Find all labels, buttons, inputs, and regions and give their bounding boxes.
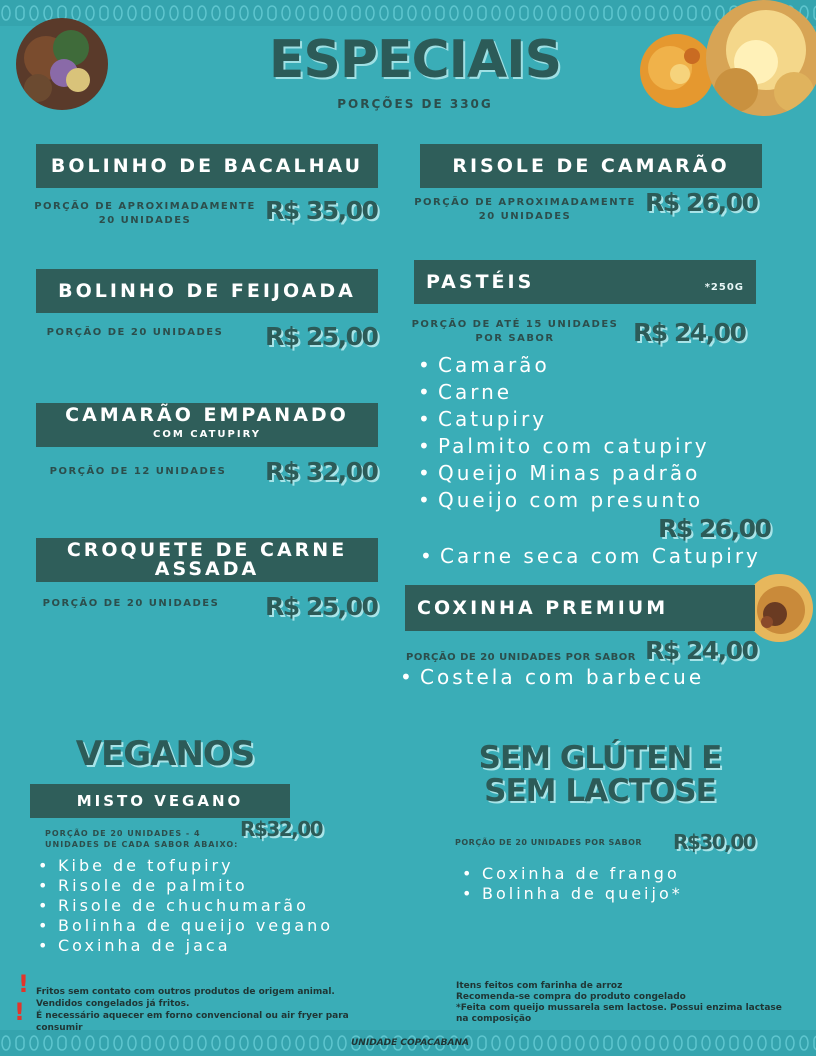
band-pattern-shape — [2, 1036, 10, 1050]
band-pattern-shape — [156, 6, 164, 20]
item-name: BOLINHO DE FEIJOADA — [58, 280, 356, 302]
pasteis-flavor-list — [416, 352, 710, 514]
item-price: R$ 26,00 — [645, 188, 758, 217]
food-photo-coxinha — [745, 574, 813, 642]
band-pattern-shape — [142, 1036, 150, 1050]
item-price: R$ 32,00 — [265, 457, 378, 486]
band-pattern-shape — [506, 1036, 514, 1050]
band-pattern-shape — [100, 1036, 108, 1050]
band-pattern-shape — [226, 1036, 234, 1050]
list-item: • Carne — [416, 379, 710, 406]
exclamation-icon: ! — [18, 970, 29, 998]
item-portion: PORÇÃO DE 12 UNIDADES — [49, 466, 227, 477]
band-pattern-shape — [646, 6, 654, 20]
band-pattern-shape — [72, 6, 80, 20]
item-portion: PORÇÃO DE ATÉ 15 UNIDADES POR SABOR — [411, 319, 619, 344]
band-pattern-shape — [716, 1036, 724, 1050]
band-pattern-shape — [58, 1036, 66, 1050]
band-pattern-shape — [576, 1036, 584, 1050]
band-pattern-shape — [394, 6, 402, 20]
item-box-misto-vegano — [30, 784, 290, 818]
band-pattern-shape — [240, 1036, 248, 1050]
band-pattern-shape — [506, 6, 514, 20]
band-pattern-shape — [198, 1036, 206, 1050]
band-pattern-shape — [758, 1036, 766, 1050]
item-name: BOLINHO DE BACALHAU — [50, 155, 364, 177]
band-pattern-shape — [170, 6, 178, 20]
note-line: É necessário aquecer em forno convencional ou air fryer para consumir — [36, 1011, 349, 1033]
band-pattern-shape — [86, 1036, 94, 1050]
list-item: • Carne seca com Catupiry — [418, 543, 761, 570]
item-weight: *250G — [704, 282, 744, 293]
band-pattern-shape — [800, 1036, 808, 1050]
band-pattern-shape — [688, 1036, 696, 1050]
band-pattern-shape — [562, 6, 570, 20]
band-pattern-shape — [730, 1036, 738, 1050]
band-pattern-shape — [366, 6, 374, 20]
band-pattern-shape — [324, 6, 332, 20]
band-pattern-shape — [268, 6, 276, 20]
band-pattern-shape — [86, 6, 94, 20]
section-title-veganos: VEGANOS — [75, 734, 255, 774]
band-pattern-shape — [772, 1036, 780, 1050]
band-pattern-shape — [408, 6, 416, 20]
note-line: *Feita com queijo mussarela sem lactose. Possui enzima lactase na composição — [456, 1003, 782, 1024]
band-pattern-shape — [296, 1036, 304, 1050]
list-item: • Risole de chuchumarão — [36, 896, 333, 916]
item-name: MISTO VEGANO — [76, 792, 244, 810]
item-box-coxinha-premium — [405, 585, 755, 631]
item-portion: PORÇÃO DE 20 UNIDADES - 4 UNIDADES DE CADA SABOR ABAIXO: — [45, 829, 239, 849]
item-box-risole-camarao — [420, 144, 762, 188]
item-portion: PORÇÃO DE 20 UNIDADES POR SABOR — [406, 652, 636, 663]
item-box-bolinho-bacalhau — [36, 144, 378, 188]
band-pattern-shape — [702, 6, 710, 20]
top-pattern-band — [0, 0, 816, 26]
note-line: Vendidos congelados já fritos. — [36, 999, 190, 1009]
band-pattern-shape — [450, 6, 458, 20]
food-photo-top-left — [16, 18, 108, 110]
band-pattern-shape — [618, 1036, 626, 1050]
band-pattern-shape — [128, 1036, 136, 1050]
list-item: • Coxinha de jaca — [36, 936, 333, 956]
band-pattern-shape — [184, 1036, 192, 1050]
item-name: CROQUETE DE CARNE ASSADA — [66, 539, 348, 580]
note-line: Itens feitos com farinha de arroz — [456, 981, 623, 991]
band-pattern-shape — [548, 1036, 556, 1050]
band-pattern-shape — [142, 6, 150, 20]
item-price: R$ 35,00 — [265, 196, 378, 225]
band-pattern-shape — [478, 6, 486, 20]
list-item: • Catupiry — [416, 406, 710, 433]
item-subname: COM CATUPIRY — [153, 429, 261, 440]
list-item: • Queijo Minas padrão — [416, 460, 710, 487]
band-pattern-shape — [744, 1036, 752, 1050]
food-photo-top-right-large — [706, 0, 816, 116]
band-pattern-shape — [16, 6, 24, 20]
item-price: R$ 25,00 — [265, 322, 378, 351]
band-pattern-shape — [226, 6, 234, 20]
band-pattern-shape — [646, 1036, 654, 1050]
band-pattern-shape — [674, 6, 682, 20]
band-pattern-shape — [310, 6, 318, 20]
item-name: COXINHA PREMIUM — [417, 597, 669, 619]
band-pattern-shape — [380, 6, 388, 20]
band-pattern-shape — [590, 1036, 598, 1050]
band-pattern-shape — [492, 6, 500, 20]
list-item: • Kibe de tofupiry — [36, 856, 333, 876]
band-pattern-shape — [16, 1036, 24, 1050]
band-pattern-shape — [198, 6, 206, 20]
band-pattern-shape — [30, 1036, 38, 1050]
band-pattern-shape — [632, 6, 640, 20]
band-pattern-shape — [44, 1036, 52, 1050]
item-special-price: R$ 26,00 — [658, 514, 771, 543]
item-portion: PORÇÃO DE 20 UNIDADES POR SABOR — [455, 838, 643, 847]
band-pattern-shape — [268, 1036, 276, 1050]
band-pattern-shape — [72, 1036, 80, 1050]
item-price: R$ 24,00 — [633, 318, 746, 347]
band-pattern-shape — [520, 6, 528, 20]
band-pattern-shape — [534, 6, 542, 20]
item-box-camarao-empanado — [36, 403, 378, 447]
list-item: • Queijo com presunto — [416, 487, 710, 514]
band-pattern-shape — [30, 6, 38, 20]
list-item: • Costela com barbecue — [398, 664, 704, 691]
sem-gluten-flavor-list — [460, 864, 683, 904]
band-pattern-shape — [184, 6, 192, 20]
band-pattern-shape — [212, 1036, 220, 1050]
band-pattern-shape — [338, 6, 346, 20]
list-item: • Bolinha de queijo* — [460, 884, 683, 904]
band-pattern-shape — [282, 6, 290, 20]
list-item: • Camarão — [416, 352, 710, 379]
band-pattern-shape — [604, 6, 612, 20]
band-pattern-shape — [282, 1036, 290, 1050]
band-pattern-shape — [100, 6, 108, 20]
note-right — [456, 981, 786, 1025]
section-title-line: SEM LACTOSE — [484, 773, 716, 809]
note-line: Recomenda-se compra do produto congelado — [456, 992, 686, 1002]
band-pattern-shape — [240, 6, 248, 20]
exclamation-icon: ! — [14, 998, 25, 1026]
band-pattern-shape — [44, 6, 52, 20]
band-pattern-shape — [422, 6, 430, 20]
band-pattern-shape — [674, 1036, 682, 1050]
band-pattern-shape — [352, 6, 360, 20]
band-pattern-shape — [632, 1036, 640, 1050]
item-price: R$ 24,00 — [645, 636, 758, 665]
pasteis-special-flavor-list — [418, 543, 761, 570]
band-pattern-shape — [254, 1036, 262, 1050]
band-pattern-shape — [786, 1036, 794, 1050]
band-pattern-shape — [128, 6, 136, 20]
band-pattern-shape — [296, 6, 304, 20]
band-pattern-shape — [520, 1036, 528, 1050]
item-name: RISOLE DE CAMARÃO — [452, 155, 730, 177]
band-pattern-shape — [590, 6, 598, 20]
band-pattern-shape — [2, 6, 10, 20]
band-pattern-shape — [660, 1036, 668, 1050]
item-portion: PORÇÃO DE APROXIMADAMENTE 20 UNIDADES — [414, 197, 636, 222]
page-subtitle: PORÇÕES DE 330G — [337, 97, 493, 111]
item-price: R$32,00 — [240, 817, 323, 841]
band-pattern-shape — [604, 1036, 612, 1050]
item-price: R$30,00 — [673, 830, 756, 854]
band-pattern-shape — [534, 1036, 542, 1050]
veganos-flavor-list — [36, 856, 333, 956]
band-pattern-shape — [576, 6, 584, 20]
list-item: • Coxinha de frango — [460, 864, 683, 884]
item-portion: PORÇÃO DE APROXIMADAMENTE 20 UNIDADES — [34, 201, 256, 226]
list-item: • Palmito com catupiry — [416, 433, 710, 460]
band-pattern-shape — [660, 6, 668, 20]
page-title: ESPECIAIS — [268, 30, 562, 90]
note-line: Fritos sem contato com outros produtos de origem animal. — [36, 987, 335, 997]
band-pattern-shape — [254, 6, 262, 20]
food-photo-top-right-small — [640, 34, 714, 108]
section-title-line: SEM GLÚTEN E — [478, 740, 722, 776]
band-pattern-shape — [114, 6, 122, 20]
band-pattern-shape — [156, 1036, 164, 1050]
item-portion: PORÇÃO DE 20 UNIDADES — [46, 327, 224, 338]
band-pattern-shape — [562, 1036, 570, 1050]
list-item: • Bolinha de queijo vegano — [36, 916, 333, 936]
note-left — [36, 986, 396, 1034]
item-name: PASTÉIS — [426, 271, 535, 293]
item-box-bolinho-feijoada — [36, 269, 378, 313]
band-pattern-shape — [548, 6, 556, 20]
list-item: • Risole de palmito — [36, 876, 333, 896]
footer-unit: UNIDADE COPACABANA — [351, 1038, 469, 1048]
band-pattern-shape — [170, 1036, 178, 1050]
band-pattern-shape — [212, 6, 220, 20]
band-pattern-shape — [436, 6, 444, 20]
band-pattern-shape — [464, 6, 472, 20]
band-pattern-shape — [688, 6, 696, 20]
band-pattern-shape — [702, 1036, 710, 1050]
item-box-pasteis — [414, 260, 756, 304]
item-name: CAMARÃO EMPANADO — [65, 404, 349, 426]
coxinha-flavor-list — [398, 664, 704, 691]
section-title-sem-gluten — [460, 742, 740, 808]
band-pattern-shape — [114, 1036, 122, 1050]
item-box-croquete — [36, 538, 378, 582]
item-portion: PORÇÃO DE 20 UNIDADES — [42, 598, 220, 609]
item-price: R$ 25,00 — [265, 592, 378, 621]
band-pattern-shape — [618, 6, 626, 20]
band-pattern-shape — [310, 1036, 318, 1050]
